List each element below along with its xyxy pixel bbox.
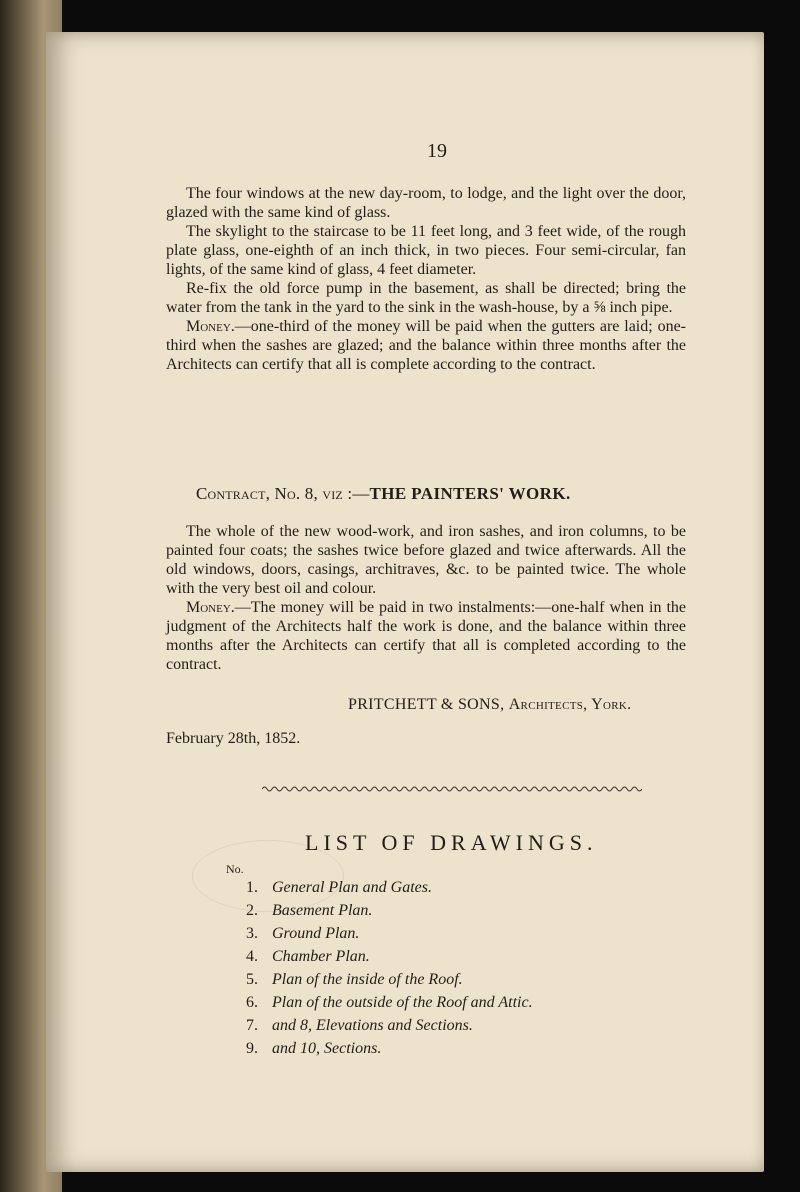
money-label: Money. [186, 599, 235, 616]
paragraph-money-2 [166, 598, 686, 674]
list-item: 9. and 10, Sections. [246, 1040, 382, 1057]
signature-name: PRITCHETT & SONS, [348, 696, 505, 713]
list-item: 2. Basement Plan. [246, 902, 373, 919]
paragraph-money-1 [166, 317, 686, 374]
list-item: 5. Plan of the inside of the Roof. [246, 971, 463, 988]
contract-heading [196, 484, 571, 504]
signature-role: Architects, York. [508, 696, 632, 713]
list-item: 6. Plan of the outside of the Roof and Attic. [246, 994, 533, 1011]
signature [348, 696, 631, 714]
list-number-label: No. [226, 862, 244, 876]
contract-heading-title: THE PAINTERS' WORK. [369, 484, 571, 503]
money-label: Money. [186, 318, 235, 335]
paragraph-windows: The four windows at the new day-room, to lodge, and the light over the door, glazed with the same kind of glass. [166, 185, 686, 221]
paragraph-force-pump: Re-fix the old force pump in the basement, as shall be directed; bring the water from the tank in the yard to the sink in the wash-house, by a ⅝ inch pipe. [166, 280, 686, 316]
document-date: February 28th, 1852. [166, 730, 301, 747]
wavy-divider [262, 784, 642, 794]
list-item: 1. General Plan and Gates. [246, 879, 432, 896]
money-text: —The money will be paid in two instalments:—one-half when in the judgment of the Architects half the work is done, and the balance within three months after the Architects can certify that all is completed according to the contract. [166, 599, 686, 673]
paragraph-painters: The whole of the new wood-work, and iron sashes, and iron columns, to be painted four coats; the sashes twice before glazed and twice afterwards. All the old windows, doors, casings, architraves, &c. to be painted twice. The whole with the very best oil and colour. [166, 523, 686, 597]
list-item: 3. Ground Plan. [246, 925, 360, 942]
drawings-list [246, 876, 533, 1060]
book-page [46, 32, 764, 1172]
list-item: 4. Chamber Plan. [246, 948, 370, 965]
paragraph-skylight: The skylight to the staircase to be 11 feet long, and 3 feet wide, of the rough plate glass, one-eighth of an inch thick, in two pieces. Four semi-circular, fan lights, of the same kind of glass, 4 feet diameter. [166, 223, 686, 278]
money-text: —one-third of the money will be paid when the gutters are laid; one-third when the sashes are glazed; and the balance within three months after the Architects can certify that all is complete according to the contract. [166, 318, 686, 373]
list-title: LIST OF DRAWINGS. [305, 830, 598, 855]
contract-text-painters [166, 522, 686, 674]
list-item: 7. and 8, Elevations and Sections. [246, 1017, 473, 1034]
contract-text-top [166, 184, 686, 374]
contract-heading-prefix: Contract, No. 8, viz :— [196, 484, 370, 503]
page-number: 19 [427, 140, 447, 162]
